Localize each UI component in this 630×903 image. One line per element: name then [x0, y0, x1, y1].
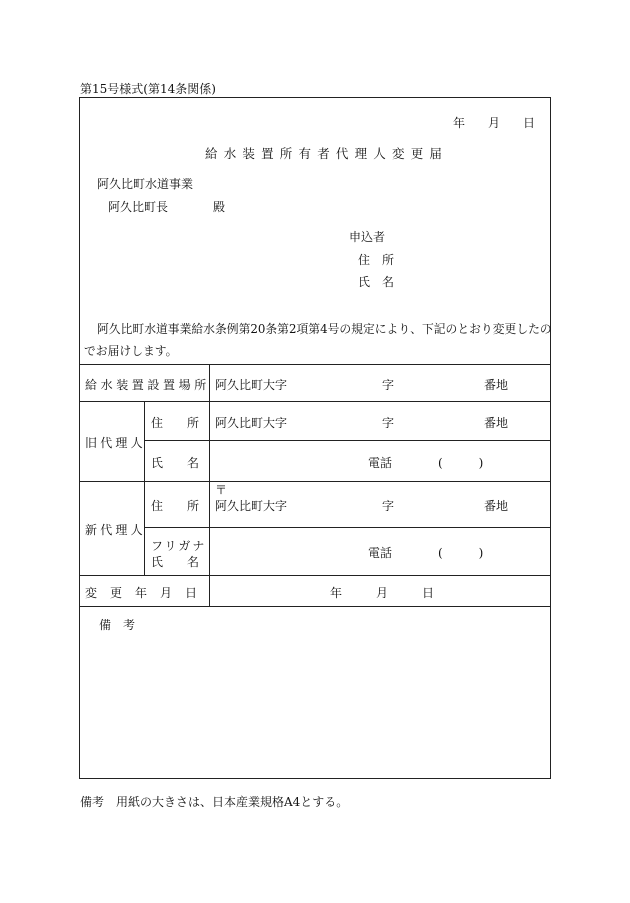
addressee-person: 阿久比町長: [108, 200, 169, 214]
addressee-honorific: 殿: [213, 200, 226, 214]
old-agent-phone-paren: ( ): [438, 456, 484, 470]
footnote: 備考 用紙の大きさは、日本産業規格A4とする。: [80, 795, 349, 809]
old-agent-aza: 字: [382, 416, 395, 430]
new-agent-town: 阿久比町大字: [215, 499, 288, 513]
old-agent-address-label: 住 所: [151, 416, 200, 430]
row-divider: [79, 401, 551, 402]
new-agent-name-label: 氏 名: [151, 555, 200, 569]
old-agent-label: 旧代理人: [85, 436, 146, 450]
date-month: 月: [488, 116, 501, 130]
change-date-year: 年: [330, 586, 343, 600]
form-title: 給水装置所有者代理人変更届: [205, 146, 449, 161]
new-agent-address-label: 住 所: [151, 499, 200, 513]
new-agent-phone-paren: ( ): [438, 546, 484, 560]
row-divider: [79, 606, 551, 607]
old-agent-town: 阿久比町大字: [215, 416, 288, 430]
old-agent-name-label: 氏 名: [151, 456, 200, 470]
form-id: 第15号様式(第14条関係): [80, 82, 216, 96]
old-agent-phone-label: 電話: [368, 456, 393, 470]
body-text-line1: 阿久比町水道事業給水条例第20条第2項第4号の規定により、下記のとおり変更したの: [97, 322, 552, 336]
row-divider: [144, 527, 551, 528]
location-aza: 字: [382, 378, 395, 392]
change-date-label: 変更年月日: [85, 586, 211, 600]
row-divider: [79, 575, 551, 576]
location-label: 給水装置設置場所: [85, 378, 210, 392]
applicant-label: 申込者: [349, 230, 386, 244]
body-text-line2: でお届けします。: [84, 344, 178, 358]
remarks-label: 備 考: [99, 618, 136, 632]
new-agent-furigana-label: フリガナ: [151, 539, 207, 553]
new-agent-label: 新代理人: [85, 523, 146, 537]
new-agent-phone-label: 電話: [368, 546, 393, 560]
change-date-month: 月: [376, 586, 389, 600]
row-divider: [79, 481, 551, 482]
column-divider: [209, 364, 210, 606]
applicant-address-label: 住 所: [358, 253, 395, 267]
addressee-org: 阿久比町水道事業: [97, 177, 194, 191]
old-agent-banchi: 番地: [484, 416, 509, 430]
change-date-day: 日: [422, 586, 435, 600]
date-year: 年: [453, 116, 466, 130]
row-divider: [144, 440, 551, 441]
new-agent-banchi: 番地: [484, 499, 509, 513]
new-agent-postal-mark: 〒: [215, 483, 228, 497]
row-divider: [79, 364, 551, 365]
location-banchi: 番地: [484, 378, 509, 392]
date-day: 日: [523, 116, 536, 130]
applicant-name-label: 氏 名: [358, 275, 395, 289]
location-town: 阿久比町大字: [215, 378, 288, 392]
new-agent-aza: 字: [382, 499, 395, 513]
